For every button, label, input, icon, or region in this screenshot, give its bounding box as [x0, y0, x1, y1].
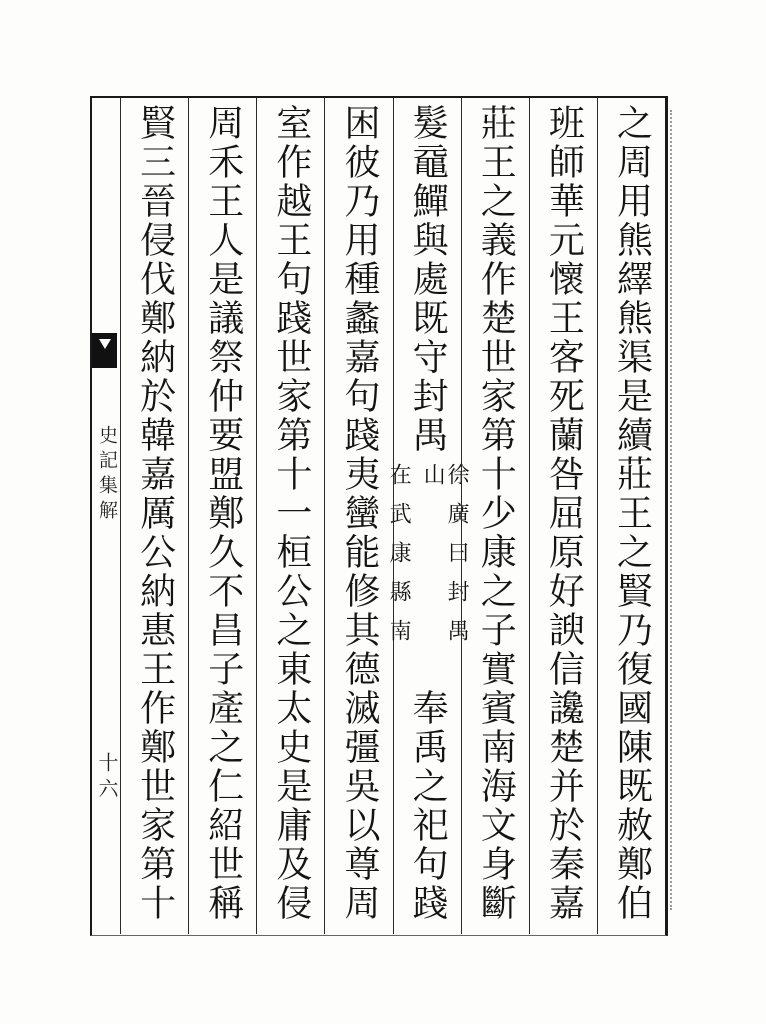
text-column-5: [324, 98, 392, 934]
text-column-8: [120, 98, 188, 934]
text-column-6: [256, 98, 324, 934]
text-columns: [120, 98, 665, 934]
commentary-note: [386, 455, 468, 689]
text-column-7: [188, 98, 256, 934]
column-text-continued: 奉禹之祀句踐: [407, 689, 449, 923]
text-column-2: [529, 98, 597, 934]
text-column-4: [386, 98, 470, 934]
commentary-line-left: 在武康縣南: [386, 463, 412, 658]
fish-tail-mark: [92, 333, 117, 368]
column-text: 莊王之義作楚世家第十少康之子實賓南海文身斷: [475, 104, 517, 923]
column-text: 賢三晉侵伐鄭納於韓嘉厲公納惠王作鄭世家第十: [134, 104, 176, 923]
text-column-3: [461, 98, 529, 934]
column-text: 班師華元懷王客死蘭咎屈原好諛信讒楚并於秦嘉: [543, 104, 585, 923]
column-text: 髮黿鱓與處既守封禺: [407, 104, 449, 455]
column-text: 之周用熊繹熊渠是續莊王之賢乃復國陳既赦鄭伯: [611, 104, 653, 923]
margin-book-title: 史記集解: [96, 425, 118, 525]
column-text: 室作越王句踐世家第十一桓公之東太史是庸及侵: [270, 104, 312, 923]
text-column-1: [597, 98, 665, 934]
column-text: 周禾王人是議祭仲要盟鄭久不昌子產之仁紹世稱: [202, 104, 244, 923]
column-text: 困彼乃用種蠡嘉句踐夷蠻能修其德滅彊吳以尊周: [338, 104, 380, 923]
margin-page-number: 十六: [95, 752, 119, 804]
commentary-line-right: 徐廣曰封禺山: [420, 463, 470, 658]
page-edge: [670, 110, 672, 910]
